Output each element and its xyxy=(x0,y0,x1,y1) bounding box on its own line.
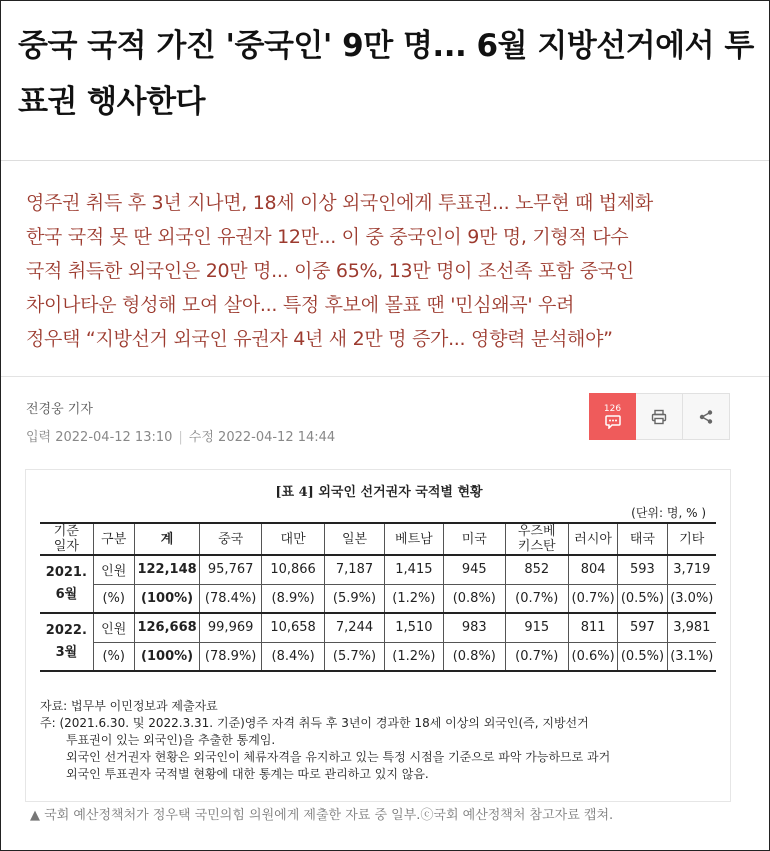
value-cell: 3,981 xyxy=(667,613,716,642)
value-cell: (78.9%) xyxy=(200,642,261,671)
column-header: 대만 xyxy=(261,523,324,555)
value-cell: (0.7%) xyxy=(505,584,568,613)
table-source: 자료: 법무부 이민정보과 제출자료 xyxy=(40,699,218,713)
value-cell: (0.5%) xyxy=(618,584,667,613)
date-cell: 2021. 6월 xyxy=(40,555,93,613)
value-cell: 10,866 xyxy=(261,555,324,584)
value-cell: 811 xyxy=(568,613,617,642)
value-cell: 804 xyxy=(568,555,617,584)
subhead-line: 영주권 취득 후 3년 지나면, 18세 이상 외국인에게 투표권... 노무현 때 법제화 xyxy=(26,192,653,214)
comment-icon xyxy=(605,415,621,429)
date-cell: 2022. 3월 xyxy=(40,613,93,671)
column-header: 러시아 xyxy=(568,523,617,555)
subhead-line: 국적 취득한 외국인은 20만 명... 이중 65%, 13만 명이 조선족 포함 중국인 xyxy=(26,260,634,282)
table-row xyxy=(40,584,716,613)
date-separator: | xyxy=(178,430,183,445)
divider xyxy=(1,376,769,377)
value-cell: 7,187 xyxy=(325,555,384,584)
column-header: 베트남 xyxy=(384,523,443,555)
value-cell: 852 xyxy=(505,555,568,584)
table-unit: (단위: 명, % ) xyxy=(631,506,706,520)
value-cell: 983 xyxy=(444,613,505,642)
value-cell: (0.8%) xyxy=(444,642,505,671)
value-cell: 10,658 xyxy=(261,613,324,642)
total-cell: (100%) xyxy=(134,584,200,613)
share-icon xyxy=(698,409,714,425)
modified-date: 수정 2022-04-12 14:44 xyxy=(188,430,336,445)
column-header: 우즈베 키스탄 xyxy=(505,523,568,555)
value-cell: 593 xyxy=(618,555,667,584)
value-cell: (0.6%) xyxy=(568,642,617,671)
article-actions xyxy=(589,393,730,440)
subhead-line: 한국 국적 못 딴 외국인 유권자 12만... 이 중 중국인이 9만 명, 기형적 다수 xyxy=(26,226,629,248)
column-header: 일본 xyxy=(325,523,384,555)
value-cell: 597 xyxy=(618,613,667,642)
value-cell: (0.5%) xyxy=(618,642,667,671)
voter-nationality-table xyxy=(40,522,716,672)
type-cell: 인원 xyxy=(93,613,134,642)
comment-button[interactable] xyxy=(589,393,636,440)
column-header: 구분 xyxy=(93,523,134,555)
value-cell: (0.7%) xyxy=(568,584,617,613)
column-header: 미국 xyxy=(444,523,505,555)
value-cell: (5.7%) xyxy=(325,642,384,671)
value-cell: 1,510 xyxy=(384,613,443,642)
table-row xyxy=(40,555,716,584)
table-title: [표 4] 외국인 선거권자 국적별 현황 xyxy=(275,485,483,500)
type-cell: (%) xyxy=(93,584,134,613)
value-cell: 3,719 xyxy=(667,555,716,584)
byline[interactable]: 전경웅 기자 xyxy=(26,402,93,417)
value-cell: (0.8%) xyxy=(444,584,505,613)
column-header: 기타 xyxy=(667,523,716,555)
table-note: 투표권이 있는 외국인)을 추출한 통계임. xyxy=(66,733,276,747)
column-header: 중국 xyxy=(200,523,261,555)
type-cell: (%) xyxy=(93,642,134,671)
table-note: 외국인 투표권자 국적별 현황에 대한 통계는 따로 관리하고 있지 않음. xyxy=(66,767,429,781)
divider xyxy=(1,160,769,161)
value-cell: (8.4%) xyxy=(261,642,324,671)
table-row xyxy=(40,613,716,642)
value-cell: 915 xyxy=(505,613,568,642)
column-header: 계 xyxy=(134,523,200,555)
share-button[interactable] xyxy=(683,393,730,440)
subheads xyxy=(26,186,756,356)
input-date: 입력 2022-04-12 13:10 xyxy=(26,430,173,445)
value-cell: (5.9%) xyxy=(325,584,384,613)
total-cell: 122,148 xyxy=(134,555,200,584)
value-cell: (1.2%) xyxy=(384,584,443,613)
column-header: 태국 xyxy=(618,523,667,555)
comment-count: 126 xyxy=(603,404,622,414)
print-button[interactable] xyxy=(636,393,683,440)
value-cell: (3.1%) xyxy=(667,642,716,671)
value-cell: 945 xyxy=(444,555,505,584)
table-note: 주: (2021.6.30. 및 2022.3.31. 기준)영주 자격 취득 후 3년이 경과한 18세 이상의 외국인(즉, 지방선거 xyxy=(40,716,589,730)
subhead-line: 정우택 “지방선거 외국인 유권자 4년 새 2만 명 증가... 영향력 분석해야” xyxy=(26,328,613,350)
headline: 중국 국적 가진 '중국인' 9만 명... 6월 지방선거에서 투표권 행사한다 xyxy=(18,28,754,120)
print-icon xyxy=(651,409,667,425)
article-figure xyxy=(25,469,731,802)
value-cell: (78.4%) xyxy=(200,584,261,613)
value-cell: 1,415 xyxy=(384,555,443,584)
total-cell: (100%) xyxy=(134,642,200,671)
value-cell: 99,969 xyxy=(200,613,261,642)
table-notes xyxy=(40,698,720,783)
total-cell: 126,668 xyxy=(134,613,200,642)
value-cell: 95,767 xyxy=(200,555,261,584)
column-header: 기준 일자 xyxy=(40,523,93,555)
table-row xyxy=(40,642,716,671)
value-cell: (3.0%) xyxy=(667,584,716,613)
figure-caption: ▲ 국회 예산정책처가 정우택 국민의힘 의원에게 제출한 자료 중 일부.ⓒ국회 예산정책처 참고자료 캡쳐. xyxy=(30,808,614,823)
value-cell: 7,244 xyxy=(325,613,384,642)
value-cell: (1.2%) xyxy=(384,642,443,671)
type-cell: 인원 xyxy=(93,555,134,584)
value-cell: (0.7%) xyxy=(505,642,568,671)
article-dates xyxy=(26,426,335,445)
table-header-row xyxy=(40,523,716,555)
value-cell: (8.9%) xyxy=(261,584,324,613)
subhead-line: 차이나타운 형성해 모여 살아... 특정 후보에 몰표 땐 '민심왜곡' 우려 xyxy=(26,294,575,316)
table-note: 외국인 선거권자 현황은 외국인이 체류자격을 유지하고 있는 특정 시점을 기준으로 파악 가능하므로 과거 xyxy=(66,750,611,764)
